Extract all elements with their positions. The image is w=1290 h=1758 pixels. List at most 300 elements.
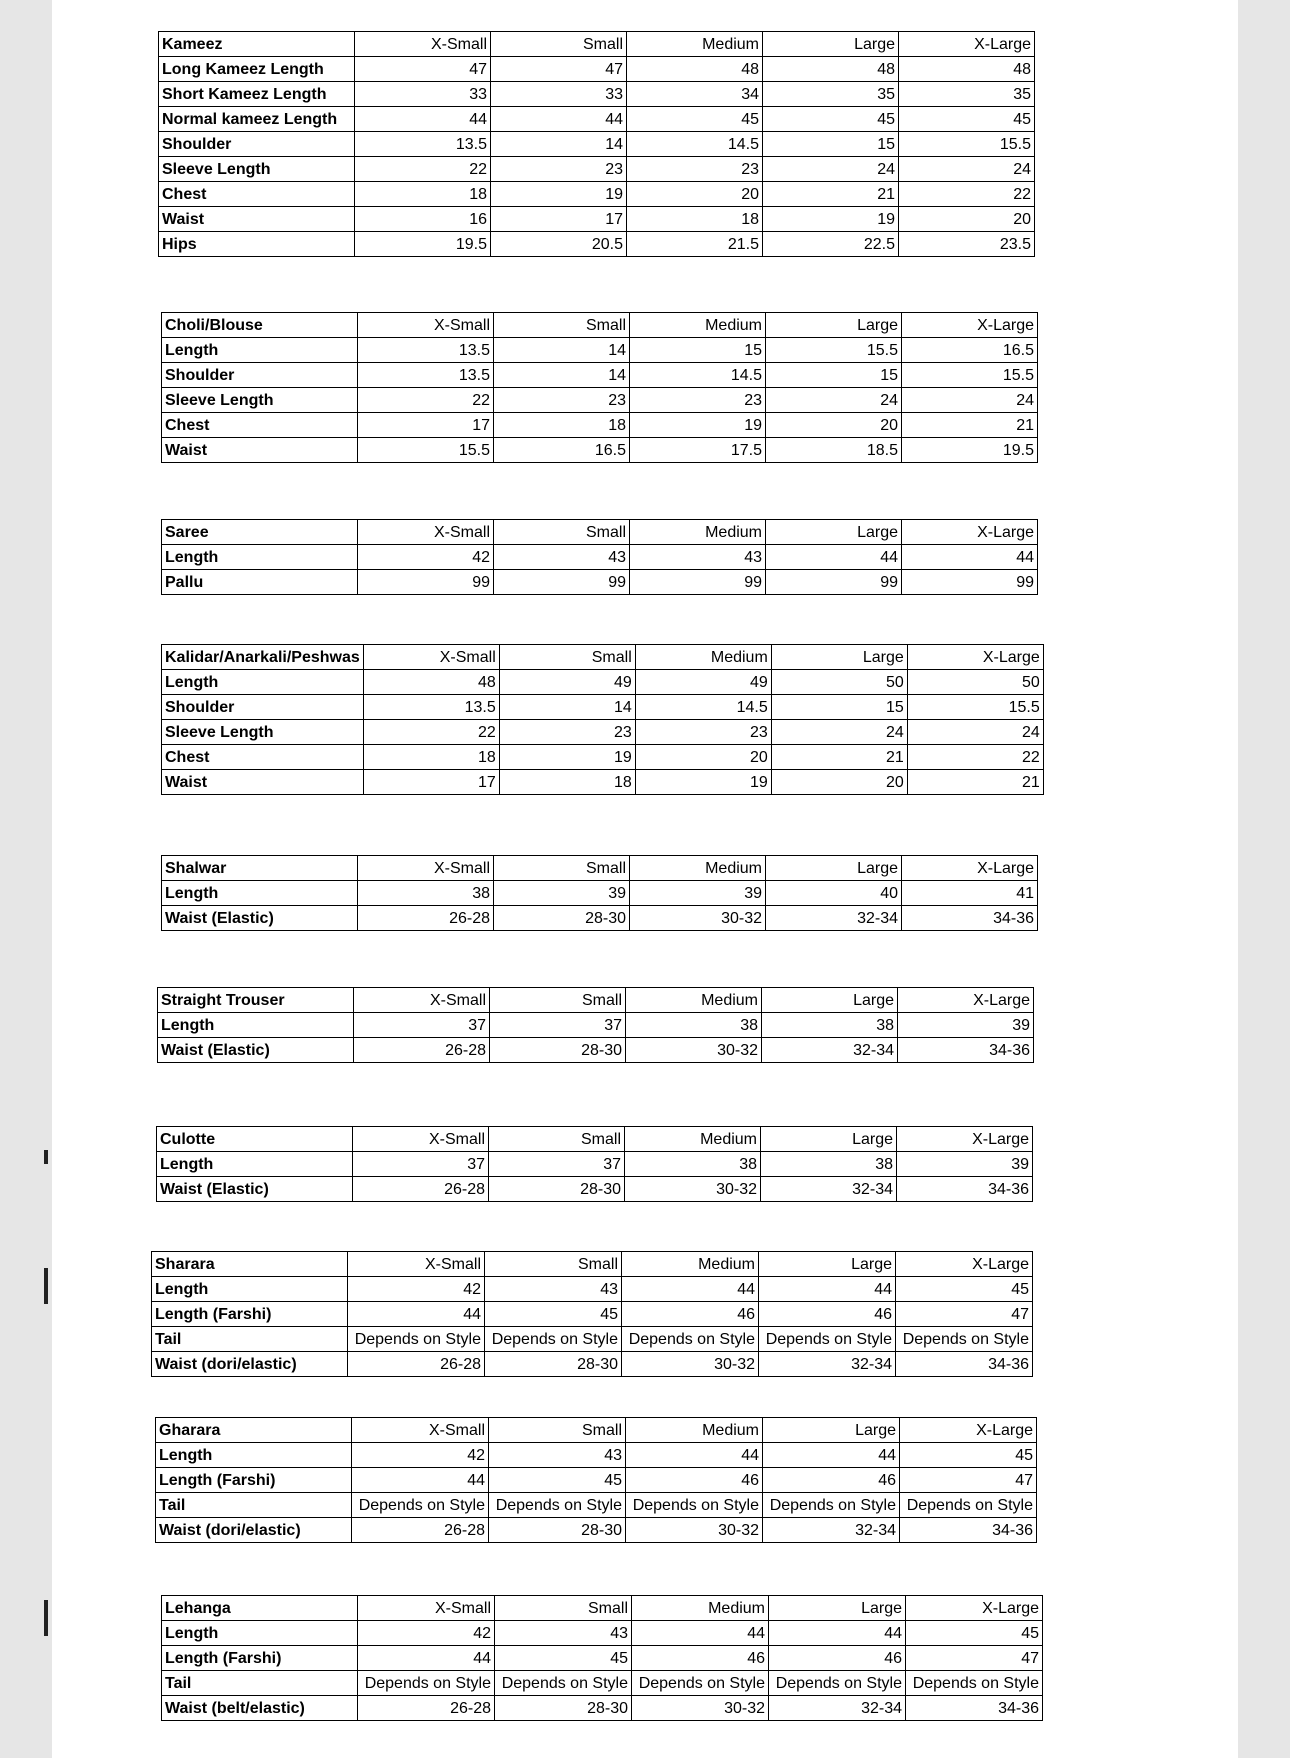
row-label: Shoulder <box>162 363 358 388</box>
row-label: Hips <box>159 232 355 257</box>
measurement-cell: 48 <box>763 57 899 82</box>
measurement-cell: 16.5 <box>902 338 1038 363</box>
row-label: Length <box>152 1277 348 1302</box>
page-edge-mark <box>44 1150 48 1164</box>
size-header: Small <box>494 520 630 545</box>
measurement-cell: 18 <box>363 745 499 770</box>
size-header: Large <box>759 1252 896 1277</box>
table-title: Kameez <box>159 32 355 57</box>
measurement-cell: 43 <box>485 1277 622 1302</box>
measurement-cell: 49 <box>635 670 771 695</box>
measurement-cell: 20.5 <box>491 232 627 257</box>
measurement-cell: 47 <box>355 57 491 82</box>
measurement-cell: 44 <box>358 1646 495 1671</box>
row-label: Chest <box>162 413 358 438</box>
measurement-cell: 23 <box>491 157 627 182</box>
measurement-cell: 13.5 <box>355 132 491 157</box>
measurement-cell: 14.5 <box>627 132 763 157</box>
measurement-cell: 13.5 <box>358 338 494 363</box>
row-label: Tail <box>162 1671 358 1696</box>
measurement-cell: 14 <box>494 338 630 363</box>
row-label: Length <box>162 545 358 570</box>
measurement-cell: 33 <box>355 82 491 107</box>
measurement-cell: 28-30 <box>489 1177 625 1202</box>
measurement-cell: 39 <box>494 881 630 906</box>
measurement-cell: 99 <box>494 570 630 595</box>
measurement-cell: 32-34 <box>761 1177 897 1202</box>
measurement-cell: 34-36 <box>896 1352 1033 1377</box>
measurement-cell: 34-36 <box>897 1177 1033 1202</box>
measurement-cell: 16 <box>355 207 491 232</box>
measurement-cell: 20 <box>899 207 1035 232</box>
row-label: Sleeve Length <box>162 388 358 413</box>
size-table-culotte <box>156 1126 1033 1202</box>
measurement-cell: 18 <box>499 770 635 795</box>
measurement-cell: 22 <box>355 157 491 182</box>
measurement-cell: 14.5 <box>635 695 771 720</box>
table-header-row <box>152 1252 1033 1277</box>
measurement-cell: 22 <box>358 388 494 413</box>
table-row <box>156 1443 1037 1468</box>
size-header: X-Large <box>906 1596 1043 1621</box>
table-row <box>162 1696 1043 1721</box>
measurement-cell: 99 <box>766 570 902 595</box>
table-row <box>156 1468 1037 1493</box>
table-row <box>162 695 1044 720</box>
measurement-cell: 39 <box>898 1013 1034 1038</box>
table-row <box>159 82 1035 107</box>
row-label: Sleeve Length <box>162 720 364 745</box>
size-header: Medium <box>626 988 762 1013</box>
measurement-cell: 45 <box>627 107 763 132</box>
measurement-cell: 34-36 <box>898 1038 1034 1063</box>
measurement-cell: 44 <box>769 1621 906 1646</box>
measurement-cell: Depends on Style <box>900 1493 1037 1518</box>
table-title: Saree <box>162 520 358 545</box>
table-row <box>162 770 1044 795</box>
measurement-cell: 22 <box>907 745 1043 770</box>
measurement-cell: 46 <box>759 1302 896 1327</box>
measurement-cell: 50 <box>771 670 907 695</box>
size-header: Large <box>766 856 902 881</box>
measurement-cell: 26-28 <box>354 1038 490 1063</box>
size-header: Large <box>763 32 899 57</box>
table-title: Shalwar <box>162 856 358 881</box>
measurement-cell: 34-36 <box>906 1696 1043 1721</box>
measurement-cell: 44 <box>626 1443 763 1468</box>
measurement-cell: 45 <box>906 1621 1043 1646</box>
table-header-row <box>162 520 1038 545</box>
measurement-cell: 17 <box>363 770 499 795</box>
size-table-lehanga <box>161 1595 1043 1721</box>
table-row <box>159 57 1035 82</box>
measurement-cell: 14 <box>491 132 627 157</box>
measurement-cell: 23 <box>494 388 630 413</box>
row-label: Shoulder <box>162 695 364 720</box>
size-header: Medium <box>635 645 771 670</box>
measurement-cell: 32-34 <box>769 1696 906 1721</box>
size-table-straight-trouser <box>157 987 1034 1063</box>
measurement-cell: 44 <box>763 1443 900 1468</box>
measurement-cell: 41 <box>902 881 1038 906</box>
table-title: Lehanga <box>162 1596 358 1621</box>
measurement-cell: 19.5 <box>902 438 1038 463</box>
measurement-cell: 44 <box>355 107 491 132</box>
measurement-cell: 45 <box>899 107 1035 132</box>
measurement-cell: 40 <box>766 881 902 906</box>
measurement-cell: 19 <box>491 182 627 207</box>
table-row <box>158 1038 1034 1063</box>
measurement-cell: 42 <box>358 1621 495 1646</box>
measurement-cell: 13.5 <box>358 363 494 388</box>
measurement-cell: 32-34 <box>762 1038 898 1063</box>
measurement-cell: 46 <box>622 1302 759 1327</box>
table-row <box>162 670 1044 695</box>
measurement-cell: 46 <box>632 1646 769 1671</box>
measurement-cell: 24 <box>771 720 907 745</box>
row-label: Normal kameez Length <box>159 107 355 132</box>
row-label: Tail <box>156 1493 352 1518</box>
measurement-cell: 15.5 <box>902 363 1038 388</box>
measurement-cell: 44 <box>766 545 902 570</box>
size-header: X-Large <box>900 1418 1037 1443</box>
measurement-cell: 46 <box>763 1468 900 1493</box>
measurement-cell: 46 <box>769 1646 906 1671</box>
size-header: Large <box>771 645 907 670</box>
measurement-cell: 30-32 <box>632 1696 769 1721</box>
table-row <box>157 1177 1033 1202</box>
row-label: Length (Farshi) <box>152 1302 348 1327</box>
table-row <box>162 338 1038 363</box>
table-row <box>162 388 1038 413</box>
measurement-cell: 44 <box>759 1277 896 1302</box>
table-row <box>162 1671 1043 1696</box>
measurement-cell: 32-34 <box>766 906 902 931</box>
table-title: Gharara <box>156 1418 352 1443</box>
measurement-cell: 26-28 <box>348 1352 485 1377</box>
measurement-cell: 43 <box>630 545 766 570</box>
size-header: X-Large <box>897 1127 1033 1152</box>
measurement-cell: 28-30 <box>490 1038 626 1063</box>
measurement-cell: 23 <box>627 157 763 182</box>
measurement-cell: 43 <box>494 545 630 570</box>
measurement-cell: 15 <box>763 132 899 157</box>
size-table-kameez <box>158 31 1035 257</box>
row-label: Length <box>162 881 358 906</box>
size-header: Small <box>499 645 635 670</box>
measurement-cell: 15 <box>630 338 766 363</box>
measurement-cell: 30-32 <box>625 1177 761 1202</box>
measurement-cell: 26-28 <box>358 906 494 931</box>
measurement-cell: 15.5 <box>766 338 902 363</box>
table-header-row <box>157 1127 1033 1152</box>
size-header: Small <box>489 1418 626 1443</box>
measurement-cell: 48 <box>363 670 499 695</box>
table-row <box>159 182 1035 207</box>
measurement-cell: 47 <box>900 1468 1037 1493</box>
size-header: X-Large <box>896 1252 1033 1277</box>
table-row <box>162 438 1038 463</box>
measurement-cell: 14.5 <box>630 363 766 388</box>
measurement-cell: 15.5 <box>899 132 1035 157</box>
measurement-cell: 28-30 <box>489 1518 626 1543</box>
table-row <box>162 1621 1043 1646</box>
size-table-saree <box>161 519 1038 595</box>
row-label: Waist (Elastic) <box>157 1177 353 1202</box>
row-label: Length (Farshi) <box>156 1468 352 1493</box>
measurement-cell: 37 <box>490 1013 626 1038</box>
size-header: X-Small <box>353 1127 489 1152</box>
measurement-cell: 30-32 <box>626 1038 762 1063</box>
row-label: Waist <box>162 438 358 463</box>
measurement-cell: 32-34 <box>759 1352 896 1377</box>
table-row <box>159 157 1035 182</box>
measurement-cell: 23 <box>630 388 766 413</box>
size-header: Small <box>489 1127 625 1152</box>
measurement-cell: 17 <box>491 207 627 232</box>
table-row <box>152 1352 1033 1377</box>
size-table-sharara <box>151 1251 1033 1377</box>
row-label: Length <box>162 338 358 363</box>
measurement-cell: 50 <box>907 670 1043 695</box>
measurement-cell: 49 <box>499 670 635 695</box>
measurement-cell: 44 <box>622 1277 759 1302</box>
size-table-choli-blouse <box>161 312 1038 463</box>
table-row <box>162 1646 1043 1671</box>
measurement-cell: 38 <box>358 881 494 906</box>
measurement-cell: Depends on Style <box>763 1493 900 1518</box>
measurement-cell: Depends on Style <box>896 1327 1033 1352</box>
measurement-cell: 44 <box>902 545 1038 570</box>
measurement-cell: 15 <box>771 695 907 720</box>
table-header-row <box>162 856 1038 881</box>
measurement-cell: Depends on Style <box>489 1493 626 1518</box>
size-header: X-Small <box>358 313 494 338</box>
row-label: Chest <box>162 745 364 770</box>
measurement-cell: 20 <box>627 182 763 207</box>
size-header: X-Small <box>358 520 494 545</box>
measurement-cell: 19.5 <box>355 232 491 257</box>
measurement-cell: 45 <box>900 1443 1037 1468</box>
row-label: Length (Farshi) <box>162 1646 358 1671</box>
row-label: Length <box>162 670 364 695</box>
measurement-cell: 39 <box>630 881 766 906</box>
measurement-cell: 24 <box>766 388 902 413</box>
measurement-cell: 23 <box>635 720 771 745</box>
size-header: X-Small <box>358 856 494 881</box>
measurement-cell: 21 <box>902 413 1038 438</box>
measurement-cell: 45 <box>896 1277 1033 1302</box>
measurement-cell: 13.5 <box>363 695 499 720</box>
measurement-cell: 15.5 <box>358 438 494 463</box>
row-label: Length <box>162 1621 358 1646</box>
size-header: Small <box>494 856 630 881</box>
size-header: Medium <box>625 1127 761 1152</box>
row-label: Short Kameez Length <box>159 82 355 107</box>
measurement-cell: 19 <box>635 770 771 795</box>
measurement-cell: 21 <box>771 745 907 770</box>
table-row <box>159 207 1035 232</box>
row-label: Shoulder <box>159 132 355 157</box>
table-row <box>159 107 1035 132</box>
measurement-cell: 28-30 <box>485 1352 622 1377</box>
size-header: Small <box>495 1596 632 1621</box>
size-table-gharara <box>155 1417 1037 1543</box>
size-header: X-Small <box>358 1596 495 1621</box>
measurement-cell: 15 <box>766 363 902 388</box>
size-header: Small <box>494 313 630 338</box>
size-header: Medium <box>632 1596 769 1621</box>
size-header: X-Large <box>899 32 1035 57</box>
row-label: Pallu <box>162 570 358 595</box>
measurement-cell: 38 <box>762 1013 898 1038</box>
measurement-cell: 38 <box>761 1152 897 1177</box>
measurement-cell: 42 <box>348 1277 485 1302</box>
size-table-shalwar <box>161 855 1038 931</box>
size-header: Medium <box>627 32 763 57</box>
measurement-cell: 18 <box>627 207 763 232</box>
table-title: Straight Trouser <box>158 988 354 1013</box>
table-row <box>156 1493 1037 1518</box>
measurement-cell: 42 <box>358 545 494 570</box>
measurement-cell: 22.5 <box>763 232 899 257</box>
size-header: Medium <box>622 1252 759 1277</box>
measurement-cell: 20 <box>771 770 907 795</box>
table-row <box>152 1277 1033 1302</box>
size-header: X-Small <box>348 1252 485 1277</box>
row-label: Length <box>158 1013 354 1038</box>
measurement-cell: Depends on Style <box>632 1671 769 1696</box>
row-label: Tail <box>152 1327 348 1352</box>
measurement-cell: 22 <box>363 720 499 745</box>
measurement-cell: 23.5 <box>899 232 1035 257</box>
measurement-cell: 20 <box>635 745 771 770</box>
measurement-cell: Depends on Style <box>352 1493 489 1518</box>
size-header: Medium <box>630 520 766 545</box>
measurement-cell: 99 <box>630 570 766 595</box>
size-header: X-Small <box>363 645 499 670</box>
size-header: Large <box>766 313 902 338</box>
measurement-cell: 28-30 <box>495 1696 632 1721</box>
measurement-cell: Depends on Style <box>759 1327 896 1352</box>
table-title: Kalidar/Anarkali/Peshwas <box>162 645 364 670</box>
measurement-cell: 44 <box>348 1302 485 1327</box>
measurement-cell: 44 <box>352 1468 489 1493</box>
size-header: Large <box>762 988 898 1013</box>
page-edge-mark <box>44 1600 48 1636</box>
measurement-cell: 43 <box>495 1621 632 1646</box>
row-label: Waist (Elastic) <box>158 1038 354 1063</box>
row-label: Waist (dori/elastic) <box>156 1518 352 1543</box>
measurement-cell: 35 <box>899 82 1035 107</box>
measurement-cell: 47 <box>491 57 627 82</box>
row-label: Waist <box>159 207 355 232</box>
measurement-cell: 17 <box>358 413 494 438</box>
measurement-cell: 20 <box>766 413 902 438</box>
row-label: Sleeve Length <box>159 157 355 182</box>
measurement-cell: 26-28 <box>353 1177 489 1202</box>
measurement-cell: 35 <box>763 82 899 107</box>
size-header: Medium <box>630 313 766 338</box>
size-header: X-Small <box>352 1418 489 1443</box>
table-row <box>156 1518 1037 1543</box>
table-title: Culotte <box>157 1127 353 1152</box>
measurement-cell: 48 <box>627 57 763 82</box>
size-header: X-Large <box>902 313 1038 338</box>
size-header: X-Large <box>902 856 1038 881</box>
table-row <box>162 545 1038 570</box>
measurement-cell: 37 <box>353 1152 489 1177</box>
measurement-cell: 14 <box>499 695 635 720</box>
measurement-cell: 34 <box>627 82 763 107</box>
table-header-row <box>159 32 1035 57</box>
measurement-cell: 22 <box>899 182 1035 207</box>
row-label: Waist (Elastic) <box>162 906 358 931</box>
measurement-cell: 47 <box>896 1302 1033 1327</box>
table-header-row <box>162 313 1038 338</box>
table-title: Sharara <box>152 1252 348 1277</box>
measurement-cell: 46 <box>626 1468 763 1493</box>
measurement-cell: 37 <box>489 1152 625 1177</box>
measurement-cell: Depends on Style <box>626 1493 763 1518</box>
measurement-cell: 42 <box>352 1443 489 1468</box>
table-header-row <box>162 645 1044 670</box>
measurement-cell: 38 <box>626 1013 762 1038</box>
measurement-cell: 34-36 <box>902 906 1038 931</box>
measurement-cell: 45 <box>489 1468 626 1493</box>
table-row <box>162 745 1044 770</box>
table-title: Choli/Blouse <box>162 313 358 338</box>
table-row <box>159 132 1035 157</box>
measurement-cell: 17.5 <box>630 438 766 463</box>
row-label: Chest <box>159 182 355 207</box>
measurement-cell: 44 <box>491 107 627 132</box>
measurement-cell: 30-32 <box>630 906 766 931</box>
table-row <box>162 413 1038 438</box>
measurement-cell: 24 <box>899 157 1035 182</box>
measurement-cell: 15.5 <box>907 695 1043 720</box>
size-header: Large <box>769 1596 906 1621</box>
measurement-cell: 39 <box>897 1152 1033 1177</box>
size-header: X-Large <box>898 988 1034 1013</box>
table-row <box>158 1013 1034 1038</box>
measurement-cell: Depends on Style <box>495 1671 632 1696</box>
row-label: Length <box>156 1443 352 1468</box>
measurement-cell: 16.5 <box>494 438 630 463</box>
size-header: Large <box>763 1418 900 1443</box>
table-row <box>162 570 1038 595</box>
table-row <box>152 1302 1033 1327</box>
measurement-cell: Depends on Style <box>358 1671 495 1696</box>
size-header: X-Large <box>907 645 1043 670</box>
size-header: Large <box>766 520 902 545</box>
table-row <box>162 906 1038 931</box>
measurement-cell: Depends on Style <box>622 1327 759 1352</box>
measurement-cell: 28-30 <box>494 906 630 931</box>
measurement-cell: 26-28 <box>352 1518 489 1543</box>
row-label: Waist (dori/elastic) <box>152 1352 348 1377</box>
size-header: Large <box>761 1127 897 1152</box>
size-header: Small <box>485 1252 622 1277</box>
size-table-kalidar-anarkali-peshwas <box>161 644 1044 795</box>
measurement-cell: 14 <box>494 363 630 388</box>
measurement-cell: 37 <box>354 1013 490 1038</box>
size-header: Small <box>490 988 626 1013</box>
measurement-cell: 38 <box>625 1152 761 1177</box>
measurement-cell: 18 <box>494 413 630 438</box>
measurement-cell: 45 <box>763 107 899 132</box>
measurement-cell: Depends on Style <box>906 1671 1043 1696</box>
